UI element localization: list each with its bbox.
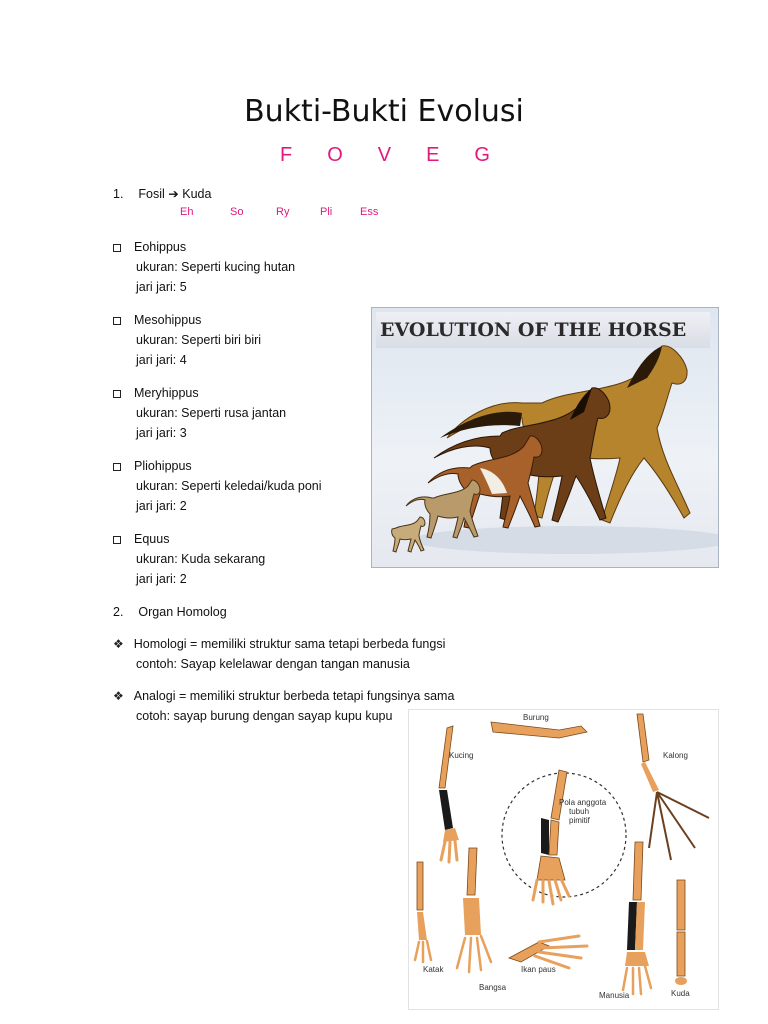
checkbox-icon xyxy=(113,536,121,544)
label-manusia: Manusia xyxy=(599,991,630,1000)
lizard-limb-icon xyxy=(457,848,491,972)
horse-toes: jari jari: 3 xyxy=(136,426,187,440)
horse-toes: jari jari: 4 xyxy=(136,353,187,367)
checkbox-icon xyxy=(113,317,121,325)
horse-size: ukuran: Seperti kucing hutan xyxy=(136,260,296,274)
eohippus-horse-icon xyxy=(392,517,425,552)
diamond-bullet-icon: ❖ xyxy=(113,689,124,703)
checkbox-icon xyxy=(113,244,121,252)
section-number: 2. xyxy=(113,605,124,619)
section-fosil-heading xyxy=(113,184,211,204)
horse-name: Mesohippus xyxy=(134,313,202,327)
label-ikan-paus: Ikan paus xyxy=(521,965,556,974)
checkbox-icon xyxy=(113,463,121,471)
horse-toes: jari jari: 5 xyxy=(136,280,187,294)
point-analogi xyxy=(113,686,454,726)
mnemonic-item: Pli xyxy=(320,206,333,218)
horse-leg-icon xyxy=(675,880,687,985)
point-text: Homologi = memiliki struktur sama tetapi berbeda fungsi xyxy=(133,637,446,651)
frog-limb-icon xyxy=(415,862,431,962)
label-kucing: Kucing xyxy=(449,751,474,760)
horse-entry-mesohippus xyxy=(113,310,261,370)
point-example: contoh: Sayap kelelawar dengan tangan manusia xyxy=(136,657,410,671)
horse-entry-meryhippus xyxy=(113,383,286,443)
bone-diagram xyxy=(409,710,718,1009)
diamond-bullet-icon: ❖ xyxy=(113,637,124,651)
section-target: Kuda xyxy=(182,187,212,201)
mnemonic-item: Ess xyxy=(360,206,379,218)
label-kalong: Kalong xyxy=(663,751,688,760)
bat-wing-icon xyxy=(637,714,709,860)
label-bangsa: Bangsa xyxy=(479,983,507,992)
arrow-icon: ➔ xyxy=(168,187,179,201)
horse-size: ukuran: Seperti rusa jantan xyxy=(136,406,287,420)
point-text: Analogi = memiliki struktur berbeda tetapi fungsinya sama xyxy=(133,689,455,703)
primitive-limb-icon xyxy=(533,770,569,904)
label-kuda: Kuda xyxy=(671,989,690,998)
mnemonic-item: So xyxy=(230,206,244,218)
foveg-letter: G xyxy=(474,144,490,166)
horse-toes: jari jari: 2 xyxy=(136,572,187,586)
horse-entry-eohippus xyxy=(113,237,295,297)
mnemonic-item: Ry xyxy=(276,206,290,218)
horse-size: ukuran: Seperti keledai/kuda poni xyxy=(136,479,322,493)
cat-limb-icon xyxy=(439,726,459,862)
foveg-mnemonic xyxy=(280,144,490,167)
point-homologi xyxy=(113,634,445,674)
horse-image-heading: EVOLUTION OF THE HORSE xyxy=(376,312,710,348)
checkbox-icon xyxy=(113,390,121,398)
horse-name: Equus xyxy=(134,532,170,546)
human-arm-icon xyxy=(623,842,651,994)
bird-wing-icon xyxy=(491,722,587,738)
horse-evolution-image xyxy=(371,307,719,568)
label-center-3: pimitif xyxy=(569,816,590,825)
section-label: Organ Homolog xyxy=(138,605,227,619)
page-title: Bukti-Bukti Evolusi xyxy=(244,94,524,129)
horse-name: Meryhippus xyxy=(134,386,199,400)
horse-entry-equus xyxy=(113,529,265,589)
foveg-letter: E xyxy=(426,144,440,166)
horse-silhouettes xyxy=(372,308,718,567)
homolog-bones-image xyxy=(408,709,719,1010)
point-example: cotoh: sayap burung dengan sayap kupu kupu xyxy=(136,709,393,723)
horse-toes: jari jari: 2 xyxy=(136,499,187,513)
section-number: 1. xyxy=(113,187,124,201)
horse-name: Eohippus xyxy=(134,240,187,254)
foveg-letter: O xyxy=(327,144,343,166)
whale-flipper-icon xyxy=(509,936,587,968)
fosil-mnemonic xyxy=(180,206,378,218)
horse-size: ukuran: Seperti biri biri xyxy=(136,333,262,347)
section-organ-heading xyxy=(113,602,227,622)
foveg-letter: V xyxy=(377,144,392,166)
horse-entry-pliohippus xyxy=(113,456,322,516)
horse-name: Pliohippus xyxy=(134,459,192,473)
section-label: Fosil xyxy=(138,187,165,201)
horse-size: ukuran: Kuda sekarang xyxy=(136,552,266,566)
label-center-2: tubuh xyxy=(569,807,590,816)
label-burung: Burung xyxy=(523,713,549,722)
mnemonic-item: Eh xyxy=(180,206,194,218)
foveg-letter: F xyxy=(280,144,293,166)
label-katak: Katak xyxy=(423,965,444,974)
label-center-1: Pola anggota xyxy=(559,798,607,807)
